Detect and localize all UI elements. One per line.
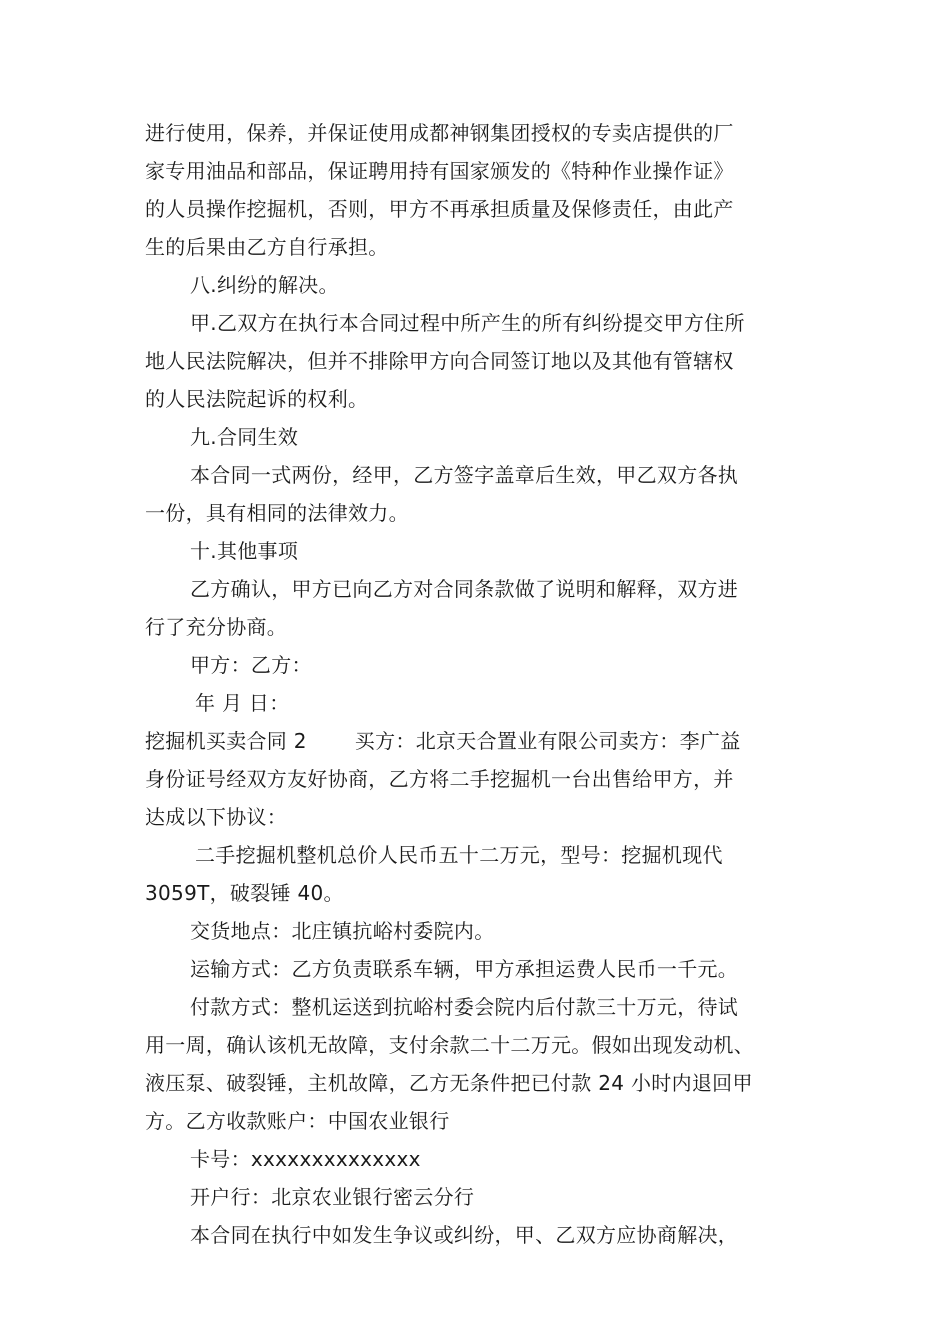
paragraph-line: 交货地点：北庄镇抗峪村委院内。 — [190, 919, 495, 943]
paragraph-line: 达成以下协议： — [145, 805, 288, 829]
paragraph-line: 一份，具有相同的法律效力。 — [145, 501, 409, 525]
paragraph-line: 甲.乙双方在执行本合同过程中所产生的所有纠纷提交甲方住所 — [190, 311, 745, 335]
paragraph-line: 用一周，确认该机无故障，支付余款二十二万元。假如出现发动机、 — [145, 1033, 754, 1057]
paragraph-line: 身份证号经双方友好协商，乙方将二手挖掘机一台出售给甲方，并 — [145, 767, 734, 791]
contract2-header — [145, 723, 815, 759]
paragraph-line: 本合同一式两份，经甲，乙方签字盖章后生效，甲乙双方各执 — [190, 463, 739, 487]
contract2-title: 挖掘机买卖合同 2 — [145, 729, 307, 753]
paragraph-line: 家专用油品和部品，保证聘用持有国家颁发的《特种作业操作证》 — [145, 159, 734, 183]
section-heading: 九.合同生效 — [190, 425, 299, 449]
paragraph-line: 行了充分协商。 — [145, 615, 288, 639]
signature-parties: 甲方：乙方： — [190, 653, 312, 677]
section-heading: 八.纠纷的解决。 — [190, 273, 339, 297]
paragraph-line: 进行使用，保养，并保证使用成都神钢集团授权的专卖店提供的厂 — [145, 121, 734, 145]
paragraph-line: 运输方式：乙方负责联系车辆，甲方承担运费人民币一千元。 — [190, 957, 739, 981]
paragraph-line: 本合同在执行中如发生争议或纠纷，甲、乙双方应协商解决， — [190, 1223, 739, 1247]
section-heading: 十.其他事项 — [190, 539, 299, 563]
paragraph-line: 的人员操作挖掘机，否则，甲方不再承担质量及保修责任，由此产 — [145, 197, 734, 221]
paragraph-line: 二手挖掘机整机总价人民币五十二万元，型号：挖掘机现代 — [195, 843, 723, 867]
paragraph-line: 的人民法院起诉的权利。 — [145, 387, 369, 411]
paragraph-line: 地人民法院解决，但并不排除甲方向合同签订地以及其他有管辖权 — [145, 349, 734, 373]
paragraph-line: 乙方确认，甲方已向乙方对合同条款做了说明和解释，双方进 — [190, 577, 739, 601]
paragraph-line: 付款方式：整机运送到抗峪村委会院内后付款三十万元，待试 — [190, 995, 739, 1019]
card-number: 卡号：xxxxxxxxxxxxxx — [190, 1147, 421, 1171]
paragraph-line: 液压泵、破裂锤，主机故障，乙方无条件把已付款 24 小时内退回甲 — [145, 1071, 753, 1095]
paragraph-line: 生的后果由乙方自行承担。 — [145, 235, 389, 259]
paragraph-line: 3059T，破裂锤 40。 — [145, 881, 344, 905]
paragraph-line: 方。乙方收款账户：中国农业银行 — [145, 1109, 450, 1133]
signature-date: 年 月 日： — [195, 691, 290, 715]
contract2-parties: 买方：北京天合置业有限公司卖方：李广益 — [354, 729, 741, 753]
bank-branch: 开户行：北京农业银行密云分行 — [190, 1185, 475, 1209]
